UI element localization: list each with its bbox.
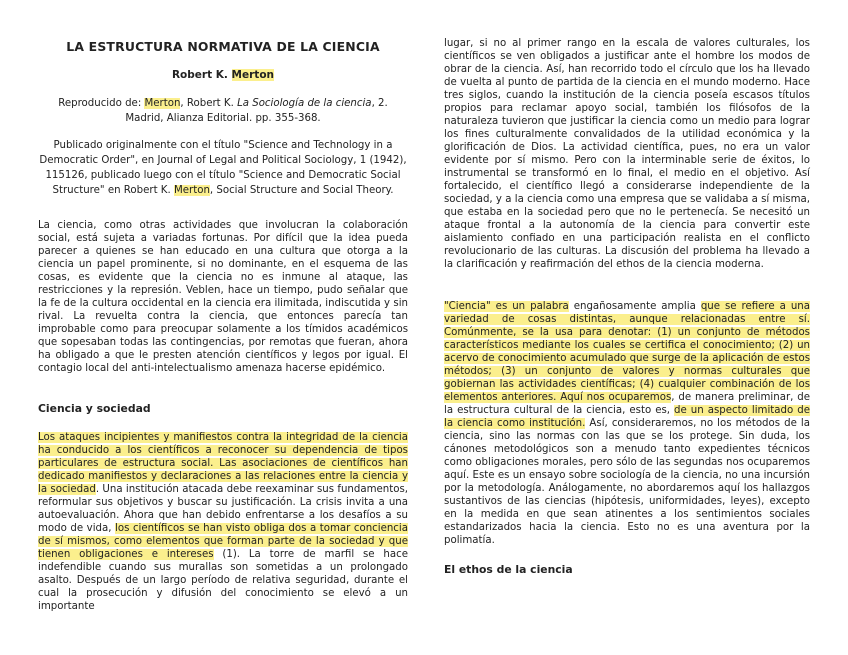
highlight-ataques: Los ataques incipientes y manifiestos contra la integridad de la ciencia ha conducido a los científicos a reconocer su dependencia de tipos particulares de estructura social. Las asociaciones de científicos han dedicado manifiestos y declaraciones a las relaciones entre la ciencia y la sociedad	[38, 432, 408, 495]
highlight-definicion: que se refiere a una variedad de cosas distintas, aunque relacionadas entre sí. Comúnmente, se la usa para denotar: (1) un conjunto de métodos característicos mediante los cuales se certifica el conocimiento; (2) un acervo de conocimiento acumulado que surge de la aplicación de estos métodos; (3) un conjunto de valores y normas culturales que gobiernan las actividades científicas; (4) cualquier combinación de los elementos anteriores. Aquí nos ocuparemos	[444, 301, 810, 403]
paragraph4-text1: engañosamente amplia	[568, 301, 701, 312]
highlight-aspecto-limitado: de un aspecto limitado de la ciencia como institución.	[444, 405, 810, 429]
paragraph4-text3: Así, consideraremos, no los métodos de la ciencia, sino las normas con las que se los protege. Sin duda, los cánones metodológicos son a menudo tanto expedientes técnicos como obligaciones morales, pero sólo de las segundas nos ocuparemos aquí. Este es un ensayo sobre sociología de la ciencia, no una incursión por la metodología. Análogamente, no abordaremos aquí los hallazgos sustantivos de las ciencias (hipótesis, uniformidades, leyes), excepto en la medida en que sean atinentes a los sentimientos sociales estandarizados hacia la ciencia. Esto no es una aventura por la polimatía.	[444, 418, 810, 546]
ciencia-sociedad-paragraph	[38, 431, 408, 613]
highlight-ciencia-palabra: "Ciencia" es un palabra	[444, 301, 569, 312]
citation2-suffix: , Social Structure and Social Theory.	[209, 185, 394, 196]
highlight-conciencia: los científicos se han visto obliga dos a tomar conciencia de sí mismos, como elementos que forman parte de la sociedad y que tienen obligaciones e intereses	[38, 523, 408, 560]
paragraph4-text2: , de manera preliminar, de la estructura cultural de la ciencia, esto es,	[444, 392, 810, 416]
citation2-merton-highlight: Merton	[173, 185, 210, 196]
citation-merton-highlight: Merton	[144, 98, 181, 109]
citation-suffix: , 2. Madrid, Alianza Editorial. pp. 355-368.	[125, 98, 388, 124]
continuation-paragraph: lugar, si no al primer rango en la escala de valores culturales, los científicos se ven obligados a justificar ante el hombre los modos de obrar de la ciencia. Así, han recorrido todo el círculo que los ha llevado de vuelta al punto de partida de la ciencia en el mundo moderno. Hace tres siglos, cuando la institución de la ciencia poseía escasos títulos propios para reclamar apoyo social, también los filósofos de la naturaleza tuvieron que justificar la ciencia como un medio para lograr los fines culturalmente convalidados de la utilidad económica y la glorificación de Dios. La actividad científica, pues, no era un valor evidente por sí mismo. Pero con la interminable serie de éxitos, lo instrumental se transformó en lo final, el medio en el objetivo. Así fortalecido, el científico llegó a considerarse independiente de la sociedad, y a la ciencia como una empresa que se validaba a sí misma, que estaba en la sociedad pero que no le pertenecía. Se necesitó un ataque frontal a la autonomía de la ciencia para convertir este aislamiento confiado en una participación realista en el conflicto revolucionario de las culturas. La discusión del problema ha llevado a la clarificación y reafirmación del ethos de la ciencia moderna.	[444, 38, 810, 270]
section-heading-ethos: El ethos de la ciencia	[444, 563, 573, 576]
citation2-prefix: Publicado originalmente con el título "Science and Technology in a Democratic Order", en Journal of Legal and Political Sociology, 1 (1942), 115126, publicado luego con el título "Science and Democratic Social Structure" en Robert K.	[39, 140, 407, 196]
citation-prefix: Reproducido de:	[58, 98, 145, 109]
author-line	[38, 69, 408, 81]
author-name: Robert K.	[171, 69, 232, 81]
paragraph2-text1: . Una institución atacada debe reexaminar sus fundamentos, reformular sus objetivos y buscar su justificación. La crisis invita a una autoevaluación. Ahora que han debido enfrentarse a los desafíos a su modo de vida,	[38, 484, 408, 534]
intro-paragraph: La ciencia, como otras actividades que involucran la colaboración social, está sujeta a variadas fortunas. Por difícil que la idea pueda parecer a quienes se han educado en una cultura que otorga a la ciencia un papel prominente, si no dominante, en el esquema de las cosas, es evidente que la ciencia no es inmune al ataque, las restricciones y la represión. Veblen, hace un tiempo, pudo señalar que la fe de la cultura occidental en la ciencia era ilimitada, indiscutida y sin rival. La revuelta contra la ciencia, que entonces parecía tan improbable como para preocupar solamente a los tímidos académicos que sopesaban todas las contingencias, por remotas que fueran, ahora ha obligado a que le presten atención científicos y legos por igual. El contagio local del anti-intelectualismo amenaza hacerse epidémico.	[38, 220, 408, 374]
ciencia-definition-paragraph	[444, 300, 810, 547]
paragraph2-text2: (1). La torre de marfil se hace indefendible cuando sus murallas son sometidas a un prolongado asalto. Después de un largo período de relativa seguridad, durante el cual la prosecución y difusión del conocimiento se elevó a un importante	[38, 549, 408, 612]
citation-original	[38, 138, 408, 198]
document-title: LA ESTRUCTURA NORMATIVA DE LA CIENCIA	[66, 39, 380, 54]
citation-book-title: La Sociología de la ciencia	[237, 98, 372, 109]
citation-reproduced	[38, 96, 408, 126]
author-surname-highlight: Merton	[231, 69, 275, 81]
section-heading-ciencia-sociedad: Ciencia y sociedad	[38, 402, 151, 415]
citation-middle: , Robert K.	[180, 98, 238, 109]
